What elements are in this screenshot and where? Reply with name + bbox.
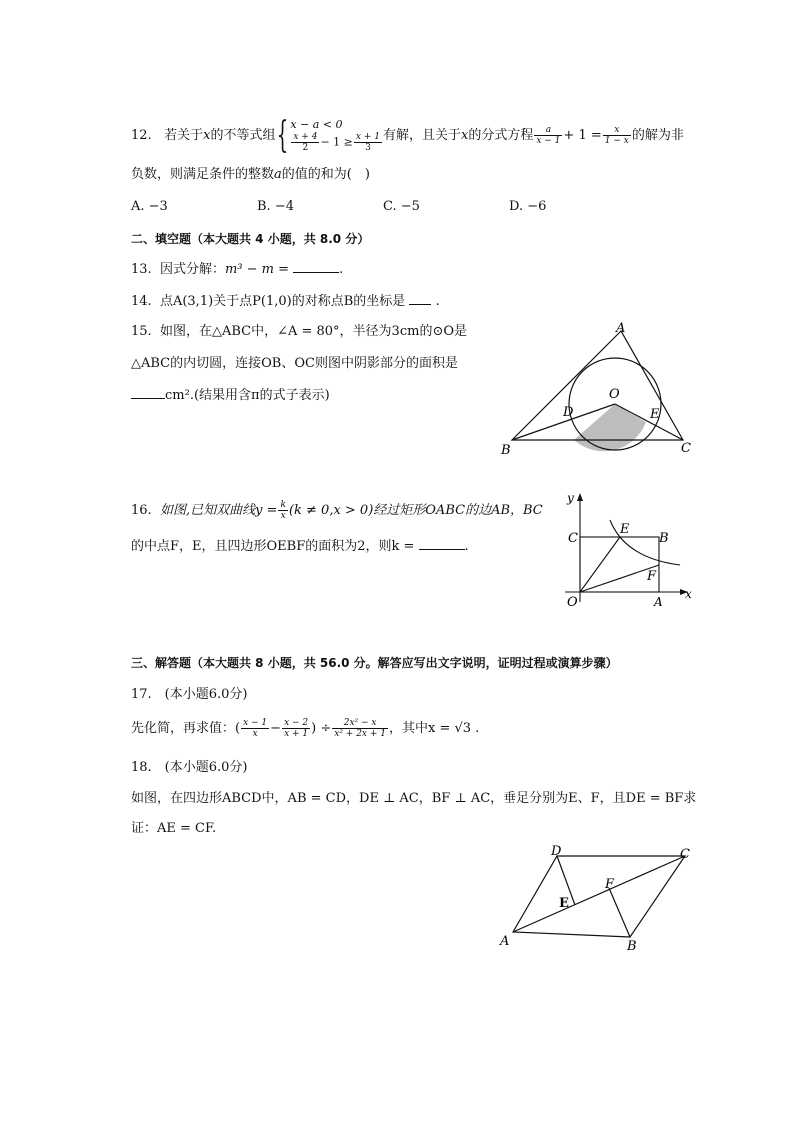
brace-symbol: { (277, 114, 289, 156)
q13-number: 13. (131, 262, 152, 277)
q12-line2-end: 的值的和为( ) (281, 167, 370, 182)
q12-var-x2: x (460, 128, 469, 143)
q14-number: 14. (131, 294, 152, 309)
q18-line2: 证：AE = CF. (131, 821, 217, 836)
q16-frac-num: k (280, 500, 286, 510)
sys-frac1-num: x + 4 (293, 132, 318, 142)
q12-text-d: 的分式方程 (468, 128, 534, 143)
sys-mid: − 1 ≥ (320, 135, 353, 149)
q15-line2: △ABC的内切圆，连接OB、OC则图中阴影部分的面积是 (131, 356, 458, 371)
q17-f1-num: x − 1 (243, 718, 268, 728)
q14-text: 点A(3,1)关于点P(1,0)的对称点B的坐标是 (159, 294, 406, 309)
y-axis-arrow (577, 493, 583, 501)
sys-line1: x − a < 0 (290, 118, 343, 131)
label-x: x (685, 587, 692, 601)
sys-line2 (290, 132, 383, 153)
q15-number: 15. (131, 324, 152, 339)
quadrilateral-abcd (513, 856, 685, 937)
q17-f2-den: x + 1 (284, 729, 309, 739)
q17-head: 17. (本小题6.0分) (131, 687, 248, 702)
q18-head: 18. (本小题6.0分) (131, 760, 248, 775)
q12-option-d: D. −6 (509, 199, 547, 214)
q12-var-a: a (274, 167, 282, 182)
q12-text-b: 的不等式组 (210, 128, 276, 143)
label-o: O (609, 387, 620, 402)
eq-frac2-den: 1 − x (604, 136, 629, 146)
label-a: A (616, 321, 626, 336)
eq-frac1-den: x − 1 (536, 136, 561, 146)
q12-option-b: B. −4 (257, 199, 294, 214)
q17-f3-den: x² + 2x + 1 (334, 729, 386, 739)
q17-text-a: 先化简，再求值：( (131, 721, 241, 736)
q16-blank (419, 537, 465, 550)
q17-f1-den: x (252, 729, 258, 739)
label-d: D (563, 405, 574, 420)
q12-text-a: 若关于 (164, 128, 204, 143)
quadrilateral-figure (495, 840, 705, 955)
q17-text-b: ，其中x = √3 . (389, 721, 480, 736)
q16-line2 (131, 537, 469, 556)
eq-mid: + 1 = (563, 128, 602, 143)
q12-text-c: 有解，且关于 (382, 128, 461, 143)
q16-number: 16. (131, 503, 152, 518)
q12-text-e: 的解为非 (631, 128, 684, 143)
segment-bf (609, 888, 630, 937)
section2-heading: 二、填空题（本大题共 4 小题，共 8.0 分） (131, 232, 370, 246)
q12-line1 (131, 114, 684, 156)
q12-option-c: C. −5 (383, 199, 420, 214)
q17-body (131, 718, 479, 739)
incircle-triangle-figure (495, 318, 705, 458)
label-y: y (567, 491, 574, 505)
q13-blank (293, 260, 339, 273)
q16-line1b: (k ≠ 0,x > 0)经过矩形OABC的边AB，BC (288, 503, 543, 518)
q16-line1a: 如图,已知双曲线y = (159, 503, 278, 518)
q15-blank (131, 386, 165, 399)
sys-frac2-num: x + 1 (355, 132, 380, 142)
label-e: E (559, 896, 569, 911)
segment-oe (580, 537, 620, 592)
q16-line2a: 的中点F，E，且四边形OEBF的面积为2，则k = (131, 539, 415, 554)
q15-line3 (131, 386, 330, 405)
q13-expr: m³ − m = (224, 262, 290, 277)
shaded-sector (574, 404, 646, 451)
q15-line1 (131, 323, 467, 341)
label-d: D (551, 844, 562, 859)
q16-line1 (131, 500, 543, 521)
q14-end: . (435, 294, 440, 309)
label-f: F (605, 877, 615, 892)
q17-div: ) ÷ (311, 721, 332, 736)
q17-minus: − (270, 721, 282, 736)
q14-blank (409, 292, 431, 305)
q12-line2-text: 负数，则满足条件的整数 (131, 167, 275, 182)
q17-f2-num: x − 2 (284, 718, 309, 728)
label-c: C (568, 531, 578, 546)
sys-frac2-den: 3 (365, 143, 371, 153)
q16-frac-den: x (280, 511, 286, 521)
label-a: A (654, 595, 663, 609)
q12-option-a: A. −3 (131, 199, 168, 214)
label-e: E (650, 407, 660, 422)
label-b: B (659, 531, 669, 546)
q18-line1: 如图，在四边形ABCD中，AB = CD，DE ⊥ AC，BF ⊥ AC，垂足分别为E、F，且DE = BF求 (131, 791, 697, 806)
label-b: B (501, 443, 511, 458)
label-b: B (627, 939, 637, 954)
q12-number: 12. (131, 128, 152, 143)
label-c: C (680, 847, 690, 862)
q13-end: . (339, 262, 344, 277)
label-a: A (500, 934, 510, 949)
eq-frac2-num: x (603, 125, 631, 136)
label-f: F (647, 569, 657, 584)
eq-frac1-num: a (534, 125, 562, 136)
label-c: C (681, 441, 691, 456)
section3-heading: 三、解答题（本大题共 8 小题，共 56.0 分。解答应写出文字说明，证明过程或演算步骤） (131, 656, 618, 670)
q13 (131, 260, 343, 279)
label-e: E (620, 522, 630, 537)
q13-text: 因式分解： (159, 262, 225, 277)
q12-line2 (131, 166, 370, 184)
q15-line3-text: cm².(结果用含π的式子表示) (165, 388, 330, 403)
q15-line1-text: 如图，在△ABC中，∠A = 80°，半径为3cm的⊙O是 (159, 324, 467, 339)
q17-f3-num: 2x² − x (332, 718, 388, 729)
q16-line2b: . (464, 539, 469, 554)
inequality-system (290, 118, 383, 153)
hyperbola-rectangle-figure (555, 490, 705, 615)
sys-frac1-den: 2 (302, 143, 309, 153)
label-o: O (567, 595, 578, 610)
q12-var-x: x (203, 128, 211, 143)
q14 (131, 292, 440, 311)
